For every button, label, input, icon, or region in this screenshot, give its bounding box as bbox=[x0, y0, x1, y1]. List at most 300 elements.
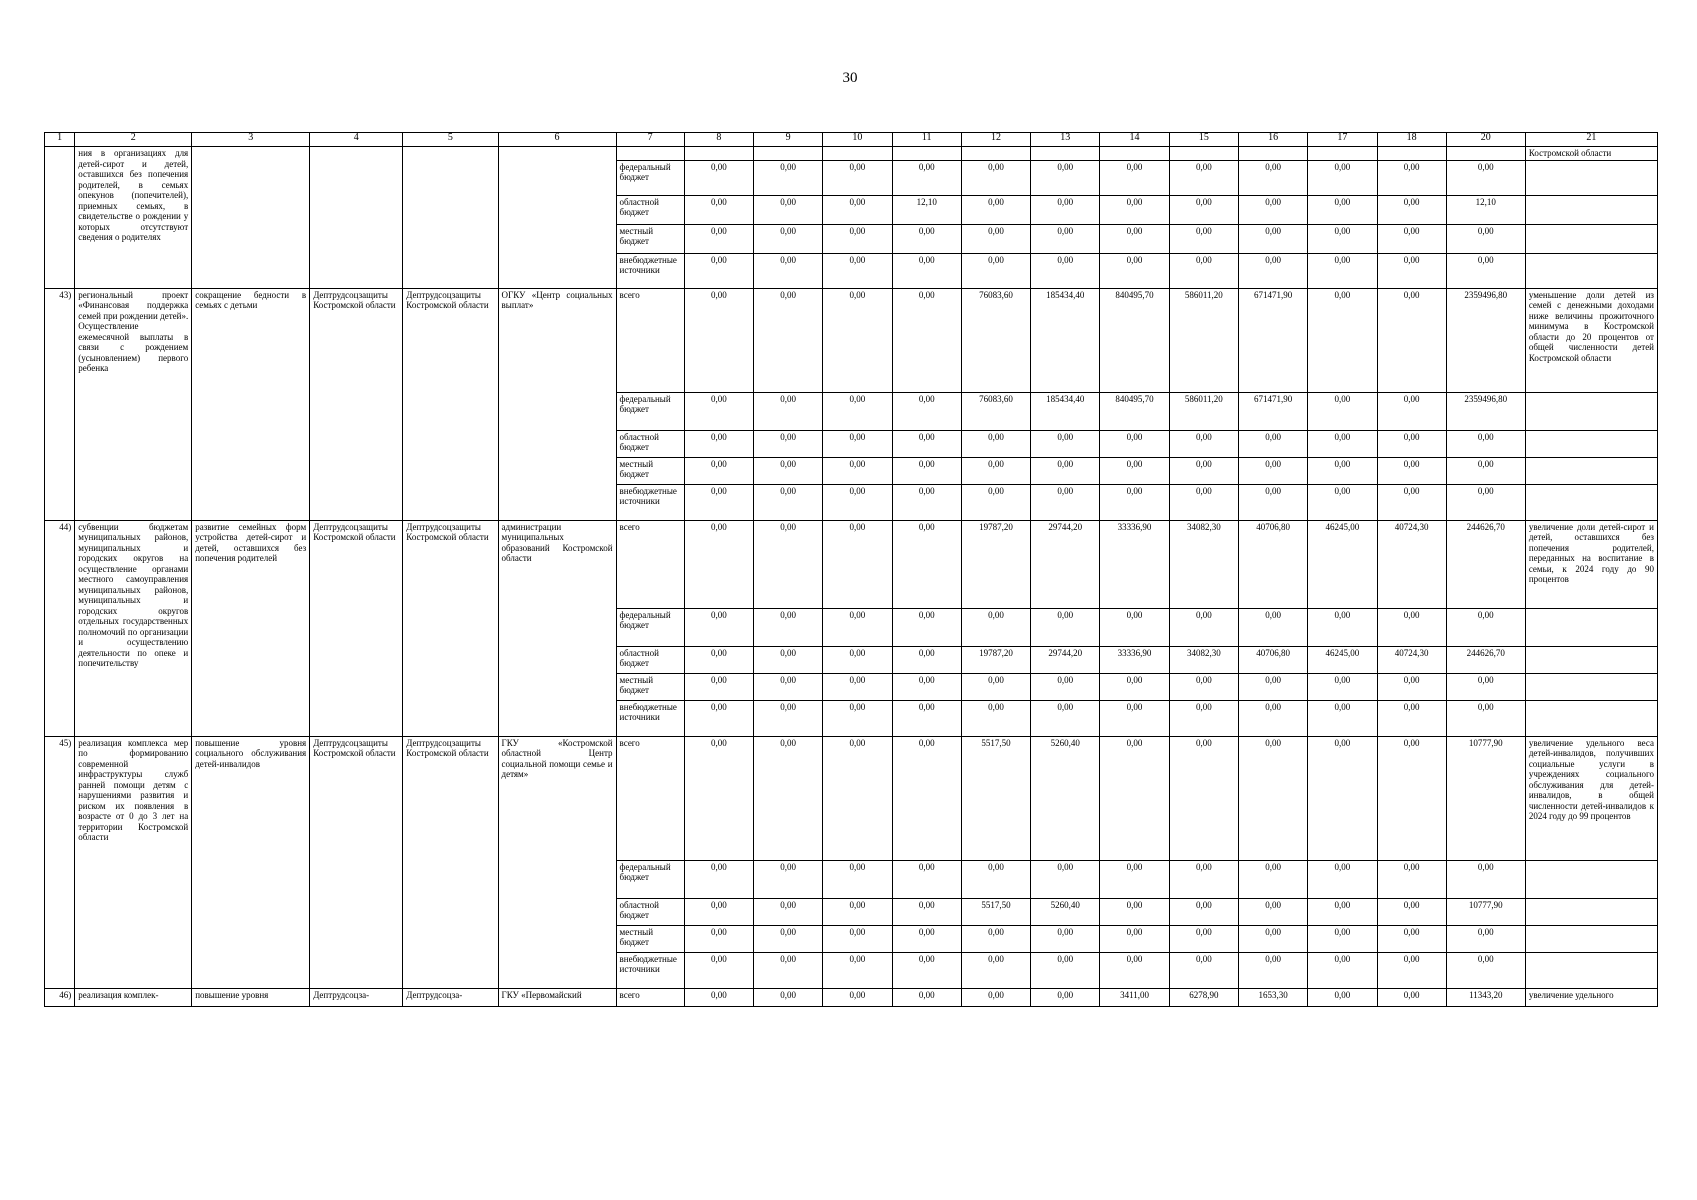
value-cell: 0,00 bbox=[684, 700, 753, 736]
column-header: 13 bbox=[1031, 133, 1100, 147]
value-cell: 0,00 bbox=[1446, 484, 1525, 520]
value-cell: 0,00 bbox=[1238, 253, 1307, 288]
value-cell: 0,00 bbox=[892, 253, 961, 288]
column-header: 7 bbox=[616, 133, 684, 147]
value-cell: 0,00 bbox=[1031, 430, 1100, 457]
row-number-cell: 46) bbox=[45, 988, 75, 1006]
value-cell: 0,00 bbox=[684, 195, 753, 224]
table-row bbox=[45, 288, 1658, 392]
column-header: 21 bbox=[1525, 133, 1657, 147]
value-cell: 0,00 bbox=[961, 952, 1030, 988]
value-cell: 840495,70 bbox=[1100, 392, 1169, 430]
value-cell: 0,00 bbox=[892, 484, 961, 520]
value-cell: 0,00 bbox=[1100, 195, 1169, 224]
value-cell: 0,00 bbox=[1169, 925, 1238, 952]
column-header: 17 bbox=[1308, 133, 1377, 147]
value-cell: 0,00 bbox=[1377, 288, 1446, 392]
coexecutor-cell: Дептрудсоцзащиты Костромской области bbox=[403, 736, 498, 988]
value-cell: 12,10 bbox=[1446, 195, 1525, 224]
empty-cell bbox=[961, 147, 1030, 161]
funding-source-cell: всего bbox=[616, 736, 684, 860]
value-cell: 0,00 bbox=[1446, 253, 1525, 288]
value-cell: 6278,90 bbox=[1169, 988, 1238, 1006]
value-cell: 0,00 bbox=[684, 952, 753, 988]
value-cell: 0,00 bbox=[1308, 195, 1377, 224]
empty-cell bbox=[1238, 147, 1307, 161]
value-cell: 0,00 bbox=[892, 700, 961, 736]
value-cell: 0,00 bbox=[961, 430, 1030, 457]
value-cell: 5260,40 bbox=[1031, 898, 1100, 925]
value-cell: 185434,40 bbox=[1031, 392, 1100, 430]
funding-source-cell: местный бюджет bbox=[616, 224, 684, 253]
value-cell: 0,00 bbox=[684, 673, 753, 700]
value-cell: 0,00 bbox=[684, 898, 753, 925]
value-cell: 0,00 bbox=[1100, 430, 1169, 457]
value-cell: 0,00 bbox=[684, 224, 753, 253]
value-cell: 0,00 bbox=[892, 288, 961, 392]
event-name-cell: субвенции бюджетам муниципальных районов, муниципальных и городских округов на осуществление органами местного самоуправления муниципальных районов, муниципальных и городских округов отдельных государственных полномочий по организации и осуществлению деятельности по опеке и попечительству bbox=[75, 520, 192, 736]
value-cell: 46245,00 bbox=[1308, 520, 1377, 608]
value-cell: 0,00 bbox=[1377, 860, 1446, 898]
value-cell: 0,00 bbox=[1238, 860, 1307, 898]
empty-cell bbox=[1525, 700, 1657, 736]
value-cell: 0,00 bbox=[684, 608, 753, 646]
value-cell: 244626,70 bbox=[1446, 520, 1525, 608]
value-cell: 0,00 bbox=[753, 988, 822, 1006]
participant-cell bbox=[498, 147, 616, 289]
value-cell: 0,00 bbox=[1308, 925, 1377, 952]
value-cell: 0,00 bbox=[823, 392, 892, 430]
result-cell: увеличение удельного bbox=[1525, 988, 1657, 1006]
empty-cell bbox=[1308, 147, 1377, 161]
row-number-cell bbox=[45, 147, 75, 289]
value-cell: 0,00 bbox=[753, 160, 822, 195]
value-cell: 0,00 bbox=[1238, 736, 1307, 860]
value-cell: 29744,20 bbox=[1031, 646, 1100, 673]
value-cell: 2359496,80 bbox=[1446, 392, 1525, 430]
participant-cell: ОГКУ «Центр социальных выплат» bbox=[498, 288, 616, 520]
value-cell: 0,00 bbox=[1308, 160, 1377, 195]
value-cell: 0,00 bbox=[961, 860, 1030, 898]
empty-cell bbox=[1525, 430, 1657, 457]
value-cell: 0,00 bbox=[892, 898, 961, 925]
value-cell: 0,00 bbox=[1308, 700, 1377, 736]
value-cell: 0,00 bbox=[961, 608, 1030, 646]
column-header: 10 bbox=[823, 133, 892, 147]
value-cell: 0,00 bbox=[684, 253, 753, 288]
funding-source-cell: всего bbox=[616, 520, 684, 608]
value-cell: 5517,50 bbox=[961, 898, 1030, 925]
value-cell: 0,00 bbox=[1377, 160, 1446, 195]
value-cell: 0,00 bbox=[1169, 898, 1238, 925]
table-row bbox=[45, 520, 1658, 608]
empty-cell bbox=[1525, 457, 1657, 484]
executor-cell bbox=[310, 147, 403, 289]
value-cell: 0,00 bbox=[1169, 253, 1238, 288]
funding-source-cell: местный бюджет bbox=[616, 925, 684, 952]
value-cell: 76083,60 bbox=[961, 288, 1030, 392]
value-cell: 0,00 bbox=[1377, 457, 1446, 484]
value-cell: 0,00 bbox=[892, 457, 961, 484]
participant-cell: администрации муниципальных образований Костромской области bbox=[498, 520, 616, 736]
table-row bbox=[45, 147, 1658, 161]
value-cell: 0,00 bbox=[753, 253, 822, 288]
value-cell: 0,00 bbox=[1446, 860, 1525, 898]
value-cell: 0,00 bbox=[961, 160, 1030, 195]
goal-cell: повышение уровня bbox=[192, 988, 310, 1006]
column-header: 15 bbox=[1169, 133, 1238, 147]
value-cell: 19787,20 bbox=[961, 520, 1030, 608]
value-cell: 0,00 bbox=[823, 988, 892, 1006]
value-cell: 0,00 bbox=[823, 952, 892, 988]
value-cell: 0,00 bbox=[1377, 392, 1446, 430]
funding-source-cell: федеральный бюджет bbox=[616, 160, 684, 195]
value-cell: 0,00 bbox=[892, 224, 961, 253]
funding-source-cell: внебюджетные источники bbox=[616, 952, 684, 988]
empty-cell bbox=[1525, 160, 1657, 195]
value-cell: 0,00 bbox=[1446, 430, 1525, 457]
value-cell: 0,00 bbox=[753, 224, 822, 253]
value-cell: 0,00 bbox=[1308, 253, 1377, 288]
value-cell: 586011,20 bbox=[1169, 392, 1238, 430]
value-cell: 0,00 bbox=[823, 288, 892, 392]
column-header: 5 bbox=[403, 133, 498, 147]
value-cell: 0,00 bbox=[1446, 700, 1525, 736]
funding-source-cell: всего bbox=[616, 288, 684, 392]
value-cell: 244626,70 bbox=[1446, 646, 1525, 673]
value-cell: 0,00 bbox=[684, 457, 753, 484]
value-cell: 0,00 bbox=[892, 160, 961, 195]
result-cell: уменьшение доли детей из семей с денежными доходами ниже величины прожиточного минимума в Костромской области до 20 процентов от общей численности детей Костромской области bbox=[1525, 288, 1657, 392]
value-cell: 0,00 bbox=[823, 520, 892, 608]
empty-cell bbox=[684, 147, 753, 161]
value-cell: 0,00 bbox=[892, 520, 961, 608]
value-cell: 0,00 bbox=[961, 673, 1030, 700]
value-cell: 586011,20 bbox=[1169, 288, 1238, 392]
empty-cell bbox=[1525, 925, 1657, 952]
value-cell: 0,00 bbox=[1238, 160, 1307, 195]
value-cell: 0,00 bbox=[1238, 608, 1307, 646]
value-cell: 0,00 bbox=[1377, 253, 1446, 288]
value-cell: 185434,40 bbox=[1031, 288, 1100, 392]
value-cell: 0,00 bbox=[1238, 952, 1307, 988]
value-cell: 0,00 bbox=[892, 430, 961, 457]
goal-cell bbox=[192, 147, 310, 289]
value-cell: 0,00 bbox=[684, 392, 753, 430]
value-cell: 0,00 bbox=[1308, 860, 1377, 898]
value-cell: 0,00 bbox=[892, 646, 961, 673]
value-cell: 0,00 bbox=[892, 860, 961, 898]
value-cell: 33336,90 bbox=[1100, 646, 1169, 673]
value-cell: 0,00 bbox=[1377, 673, 1446, 700]
funding-source-cell: местный бюджет bbox=[616, 457, 684, 484]
value-cell: 0,00 bbox=[753, 898, 822, 925]
participant-cell: ГКУ «Костромской областной Центр социальной помощи семье и детям» bbox=[498, 736, 616, 988]
empty-cell bbox=[1525, 646, 1657, 673]
header-row bbox=[45, 133, 1658, 147]
value-cell: 0,00 bbox=[1169, 952, 1238, 988]
value-cell: 0,00 bbox=[684, 646, 753, 673]
value-cell: 0,00 bbox=[1446, 952, 1525, 988]
value-cell: 0,00 bbox=[1377, 608, 1446, 646]
value-cell: 0,00 bbox=[1377, 430, 1446, 457]
value-cell: 1653,30 bbox=[1238, 988, 1307, 1006]
value-cell: 0,00 bbox=[892, 952, 961, 988]
value-cell: 0,00 bbox=[1031, 608, 1100, 646]
value-cell: 40724,30 bbox=[1377, 646, 1446, 673]
value-cell: 0,00 bbox=[1100, 673, 1169, 700]
value-cell: 0,00 bbox=[1238, 224, 1307, 253]
empty-cell bbox=[1100, 147, 1169, 161]
value-cell: 0,00 bbox=[1238, 430, 1307, 457]
value-cell: 0,00 bbox=[1238, 457, 1307, 484]
value-cell: 0,00 bbox=[1100, 952, 1169, 988]
value-cell: 0,00 bbox=[1238, 925, 1307, 952]
event-name-cell: региональный проект «Финансовая поддержка семей при рождении детей». Осуществление ежемесячной выплаты в связи с рождением (усыновлением) первого ребенка bbox=[75, 288, 192, 520]
column-header: 3 bbox=[192, 133, 310, 147]
value-cell: 0,00 bbox=[1308, 224, 1377, 253]
value-cell: 0,00 bbox=[1238, 484, 1307, 520]
value-cell: 0,00 bbox=[1169, 700, 1238, 736]
funding-source-cell: внебюджетные источники bbox=[616, 253, 684, 288]
empty-cell bbox=[616, 147, 684, 161]
value-cell: 0,00 bbox=[823, 700, 892, 736]
value-cell: 0,00 bbox=[823, 736, 892, 860]
value-cell: 0,00 bbox=[823, 195, 892, 224]
value-cell: 5260,40 bbox=[1031, 736, 1100, 860]
value-cell: 0,00 bbox=[961, 195, 1030, 224]
value-cell: 0,00 bbox=[1100, 457, 1169, 484]
value-cell: 0,00 bbox=[961, 224, 1030, 253]
value-cell: 0,00 bbox=[823, 457, 892, 484]
funding-source-cell: федеральный бюджет bbox=[616, 392, 684, 430]
column-header: 16 bbox=[1238, 133, 1307, 147]
coexecutor-cell: Дептрудсоцза- bbox=[403, 988, 498, 1006]
value-cell: 0,00 bbox=[823, 925, 892, 952]
value-cell: 671471,90 bbox=[1238, 288, 1307, 392]
column-header: 18 bbox=[1377, 133, 1446, 147]
funding-source-cell: федеральный бюджет bbox=[616, 860, 684, 898]
value-cell: 0,00 bbox=[753, 700, 822, 736]
funding-source-cell: всего bbox=[616, 988, 684, 1006]
result-cell: Костромской области bbox=[1525, 147, 1657, 161]
column-header: 11 bbox=[892, 133, 961, 147]
value-cell: 0,00 bbox=[1377, 224, 1446, 253]
value-cell: 0,00 bbox=[1100, 224, 1169, 253]
empty-cell bbox=[1525, 952, 1657, 988]
value-cell: 0,00 bbox=[823, 646, 892, 673]
value-cell: 0,00 bbox=[1169, 860, 1238, 898]
value-cell: 840495,70 bbox=[1100, 288, 1169, 392]
value-cell: 0,00 bbox=[1308, 952, 1377, 988]
value-cell: 0,00 bbox=[1031, 253, 1100, 288]
value-cell: 0,00 bbox=[1169, 736, 1238, 860]
value-cell: 0,00 bbox=[753, 484, 822, 520]
value-cell: 0,00 bbox=[1100, 253, 1169, 288]
value-cell: 0,00 bbox=[1031, 700, 1100, 736]
value-cell: 0,00 bbox=[1446, 608, 1525, 646]
value-cell: 0,00 bbox=[1031, 457, 1100, 484]
value-cell: 76083,60 bbox=[961, 392, 1030, 430]
value-cell: 0,00 bbox=[753, 673, 822, 700]
value-cell: 0,00 bbox=[823, 484, 892, 520]
column-header: 14 bbox=[1100, 133, 1169, 147]
value-cell: 0,00 bbox=[684, 520, 753, 608]
executor-cell: Дептрудсоцзащиты Костромской области bbox=[310, 736, 403, 988]
value-cell: 0,00 bbox=[823, 608, 892, 646]
value-cell: 10777,90 bbox=[1446, 736, 1525, 860]
value-cell: 0,00 bbox=[1238, 673, 1307, 700]
row-number-cell: 45) bbox=[45, 736, 75, 988]
value-cell: 0,00 bbox=[1308, 484, 1377, 520]
value-cell: 12,10 bbox=[892, 195, 961, 224]
column-header: 20 bbox=[1446, 133, 1525, 147]
empty-cell bbox=[1377, 147, 1446, 161]
value-cell: 0,00 bbox=[1169, 673, 1238, 700]
value-cell: 0,00 bbox=[684, 160, 753, 195]
participant-cell: ГКУ «Первомайский bbox=[498, 988, 616, 1006]
value-cell: 0,00 bbox=[1169, 608, 1238, 646]
value-cell: 0,00 bbox=[1100, 160, 1169, 195]
value-cell: 0,00 bbox=[753, 195, 822, 224]
value-cell: 0,00 bbox=[1100, 736, 1169, 860]
column-header: 1 bbox=[45, 133, 75, 147]
value-cell: 19787,20 bbox=[961, 646, 1030, 673]
value-cell: 0,00 bbox=[823, 160, 892, 195]
value-cell: 0,00 bbox=[1308, 988, 1377, 1006]
value-cell: 0,00 bbox=[823, 253, 892, 288]
row-number-cell: 44) bbox=[45, 520, 75, 736]
value-cell: 0,00 bbox=[684, 736, 753, 860]
value-cell: 0,00 bbox=[753, 430, 822, 457]
value-cell: 0,00 bbox=[1031, 925, 1100, 952]
column-header: 12 bbox=[961, 133, 1030, 147]
value-cell: 0,00 bbox=[1446, 673, 1525, 700]
empty-cell bbox=[892, 147, 961, 161]
value-cell: 0,00 bbox=[1100, 860, 1169, 898]
value-cell: 0,00 bbox=[1377, 898, 1446, 925]
value-cell: 0,00 bbox=[1308, 430, 1377, 457]
value-cell: 0,00 bbox=[1169, 160, 1238, 195]
funding-source-cell: местный бюджет bbox=[616, 673, 684, 700]
value-cell: 671471,90 bbox=[1238, 392, 1307, 430]
value-cell: 0,00 bbox=[753, 520, 822, 608]
executor-cell: Дептрудсоцзащиты Костромской области bbox=[310, 520, 403, 736]
value-cell: 0,00 bbox=[1169, 195, 1238, 224]
value-cell: 0,00 bbox=[1308, 673, 1377, 700]
funding-source-cell: областной бюджет bbox=[616, 898, 684, 925]
empty-cell bbox=[1031, 147, 1100, 161]
value-cell: 0,00 bbox=[753, 457, 822, 484]
value-cell: 0,00 bbox=[684, 925, 753, 952]
value-cell: 34082,30 bbox=[1169, 520, 1238, 608]
value-cell: 0,00 bbox=[892, 925, 961, 952]
value-cell: 0,00 bbox=[1100, 700, 1169, 736]
funding-source-cell: федеральный бюджет bbox=[616, 608, 684, 646]
value-cell: 0,00 bbox=[961, 253, 1030, 288]
value-cell: 0,00 bbox=[1446, 925, 1525, 952]
value-cell: 0,00 bbox=[1031, 484, 1100, 520]
value-cell: 34082,30 bbox=[1169, 646, 1238, 673]
value-cell: 0,00 bbox=[961, 700, 1030, 736]
value-cell: 0,00 bbox=[1308, 288, 1377, 392]
value-cell: 0,00 bbox=[1446, 224, 1525, 253]
executor-cell: Дептрудсоцзащиты Костромской области bbox=[310, 288, 403, 520]
value-cell: 0,00 bbox=[753, 288, 822, 392]
goal-cell: сокращение бедности в семьях с детьми bbox=[192, 288, 310, 520]
value-cell: 33336,90 bbox=[1100, 520, 1169, 608]
value-cell: 0,00 bbox=[684, 860, 753, 898]
value-cell: 0,00 bbox=[961, 457, 1030, 484]
value-cell: 0,00 bbox=[1100, 925, 1169, 952]
value-cell: 0,00 bbox=[892, 673, 961, 700]
value-cell: 40724,30 bbox=[1377, 520, 1446, 608]
empty-cell bbox=[1525, 253, 1657, 288]
value-cell: 0,00 bbox=[1238, 700, 1307, 736]
value-cell: 0,00 bbox=[684, 430, 753, 457]
empty-cell bbox=[1525, 484, 1657, 520]
value-cell: 0,00 bbox=[961, 484, 1030, 520]
value-cell: 0,00 bbox=[1446, 160, 1525, 195]
value-cell: 0,00 bbox=[1169, 457, 1238, 484]
value-cell: 0,00 bbox=[1031, 673, 1100, 700]
funding-source-cell: внебюджетные источники bbox=[616, 484, 684, 520]
column-header: 6 bbox=[498, 133, 616, 147]
value-cell: 0,00 bbox=[1031, 195, 1100, 224]
value-cell: 0,00 bbox=[1031, 952, 1100, 988]
column-header: 4 bbox=[310, 133, 403, 147]
empty-cell bbox=[1169, 147, 1238, 161]
value-cell: 0,00 bbox=[753, 925, 822, 952]
value-cell: 0,00 bbox=[1308, 457, 1377, 484]
value-cell: 0,00 bbox=[892, 736, 961, 860]
empty-cell bbox=[1525, 860, 1657, 898]
value-cell: 0,00 bbox=[1238, 898, 1307, 925]
goal-cell: развитие семейных форм устройства детей-сирот и детей, оставшихся без попечения родителей bbox=[192, 520, 310, 736]
value-cell: 0,00 bbox=[1100, 898, 1169, 925]
value-cell: 0,00 bbox=[823, 673, 892, 700]
value-cell: 0,00 bbox=[1308, 608, 1377, 646]
value-cell: 0,00 bbox=[1169, 224, 1238, 253]
value-cell: 10777,90 bbox=[1446, 898, 1525, 925]
value-cell: 0,00 bbox=[892, 608, 961, 646]
value-cell: 29744,20 bbox=[1031, 520, 1100, 608]
value-cell: 0,00 bbox=[1169, 430, 1238, 457]
value-cell: 0,00 bbox=[753, 860, 822, 898]
value-cell: 0,00 bbox=[1308, 898, 1377, 925]
value-cell: 0,00 bbox=[684, 484, 753, 520]
funding-source-cell: областной бюджет bbox=[616, 430, 684, 457]
table-row bbox=[45, 988, 1658, 1006]
value-cell: 0,00 bbox=[1308, 392, 1377, 430]
value-cell: 0,00 bbox=[684, 988, 753, 1006]
empty-cell bbox=[1525, 898, 1657, 925]
value-cell: 0,00 bbox=[1031, 160, 1100, 195]
funding-source-cell: областной бюджет bbox=[616, 646, 684, 673]
event-name-cell: ния в организациях для детей-сирот и детей, оставшихся без попечения родителей, в семьях опекунов (попечителей), приемных семьях, в свидетельстве о рождении у которых отсутствуют сведения о родителях bbox=[75, 147, 192, 289]
value-cell: 0,00 bbox=[892, 988, 961, 1006]
value-cell: 46245,00 bbox=[1308, 646, 1377, 673]
executor-cell: Дептрудсоцза- bbox=[310, 988, 403, 1006]
coexecutor-cell: Дептрудсоцзащиты Костромской области bbox=[403, 288, 498, 520]
event-name-cell: реализация комплекса мер по формированию современной инфраструктуры служб ранней помощи детям с нарушениями развития и риском их появления в возрасте от 0 до 3 лет на территории Костромской области bbox=[75, 736, 192, 988]
value-cell: 0,00 bbox=[753, 392, 822, 430]
value-cell: 0,00 bbox=[1238, 195, 1307, 224]
event-name-cell: реализация комплек- bbox=[75, 988, 192, 1006]
value-cell: 40706,80 bbox=[1238, 520, 1307, 608]
table-row bbox=[45, 736, 1658, 860]
empty-cell bbox=[1446, 147, 1525, 161]
